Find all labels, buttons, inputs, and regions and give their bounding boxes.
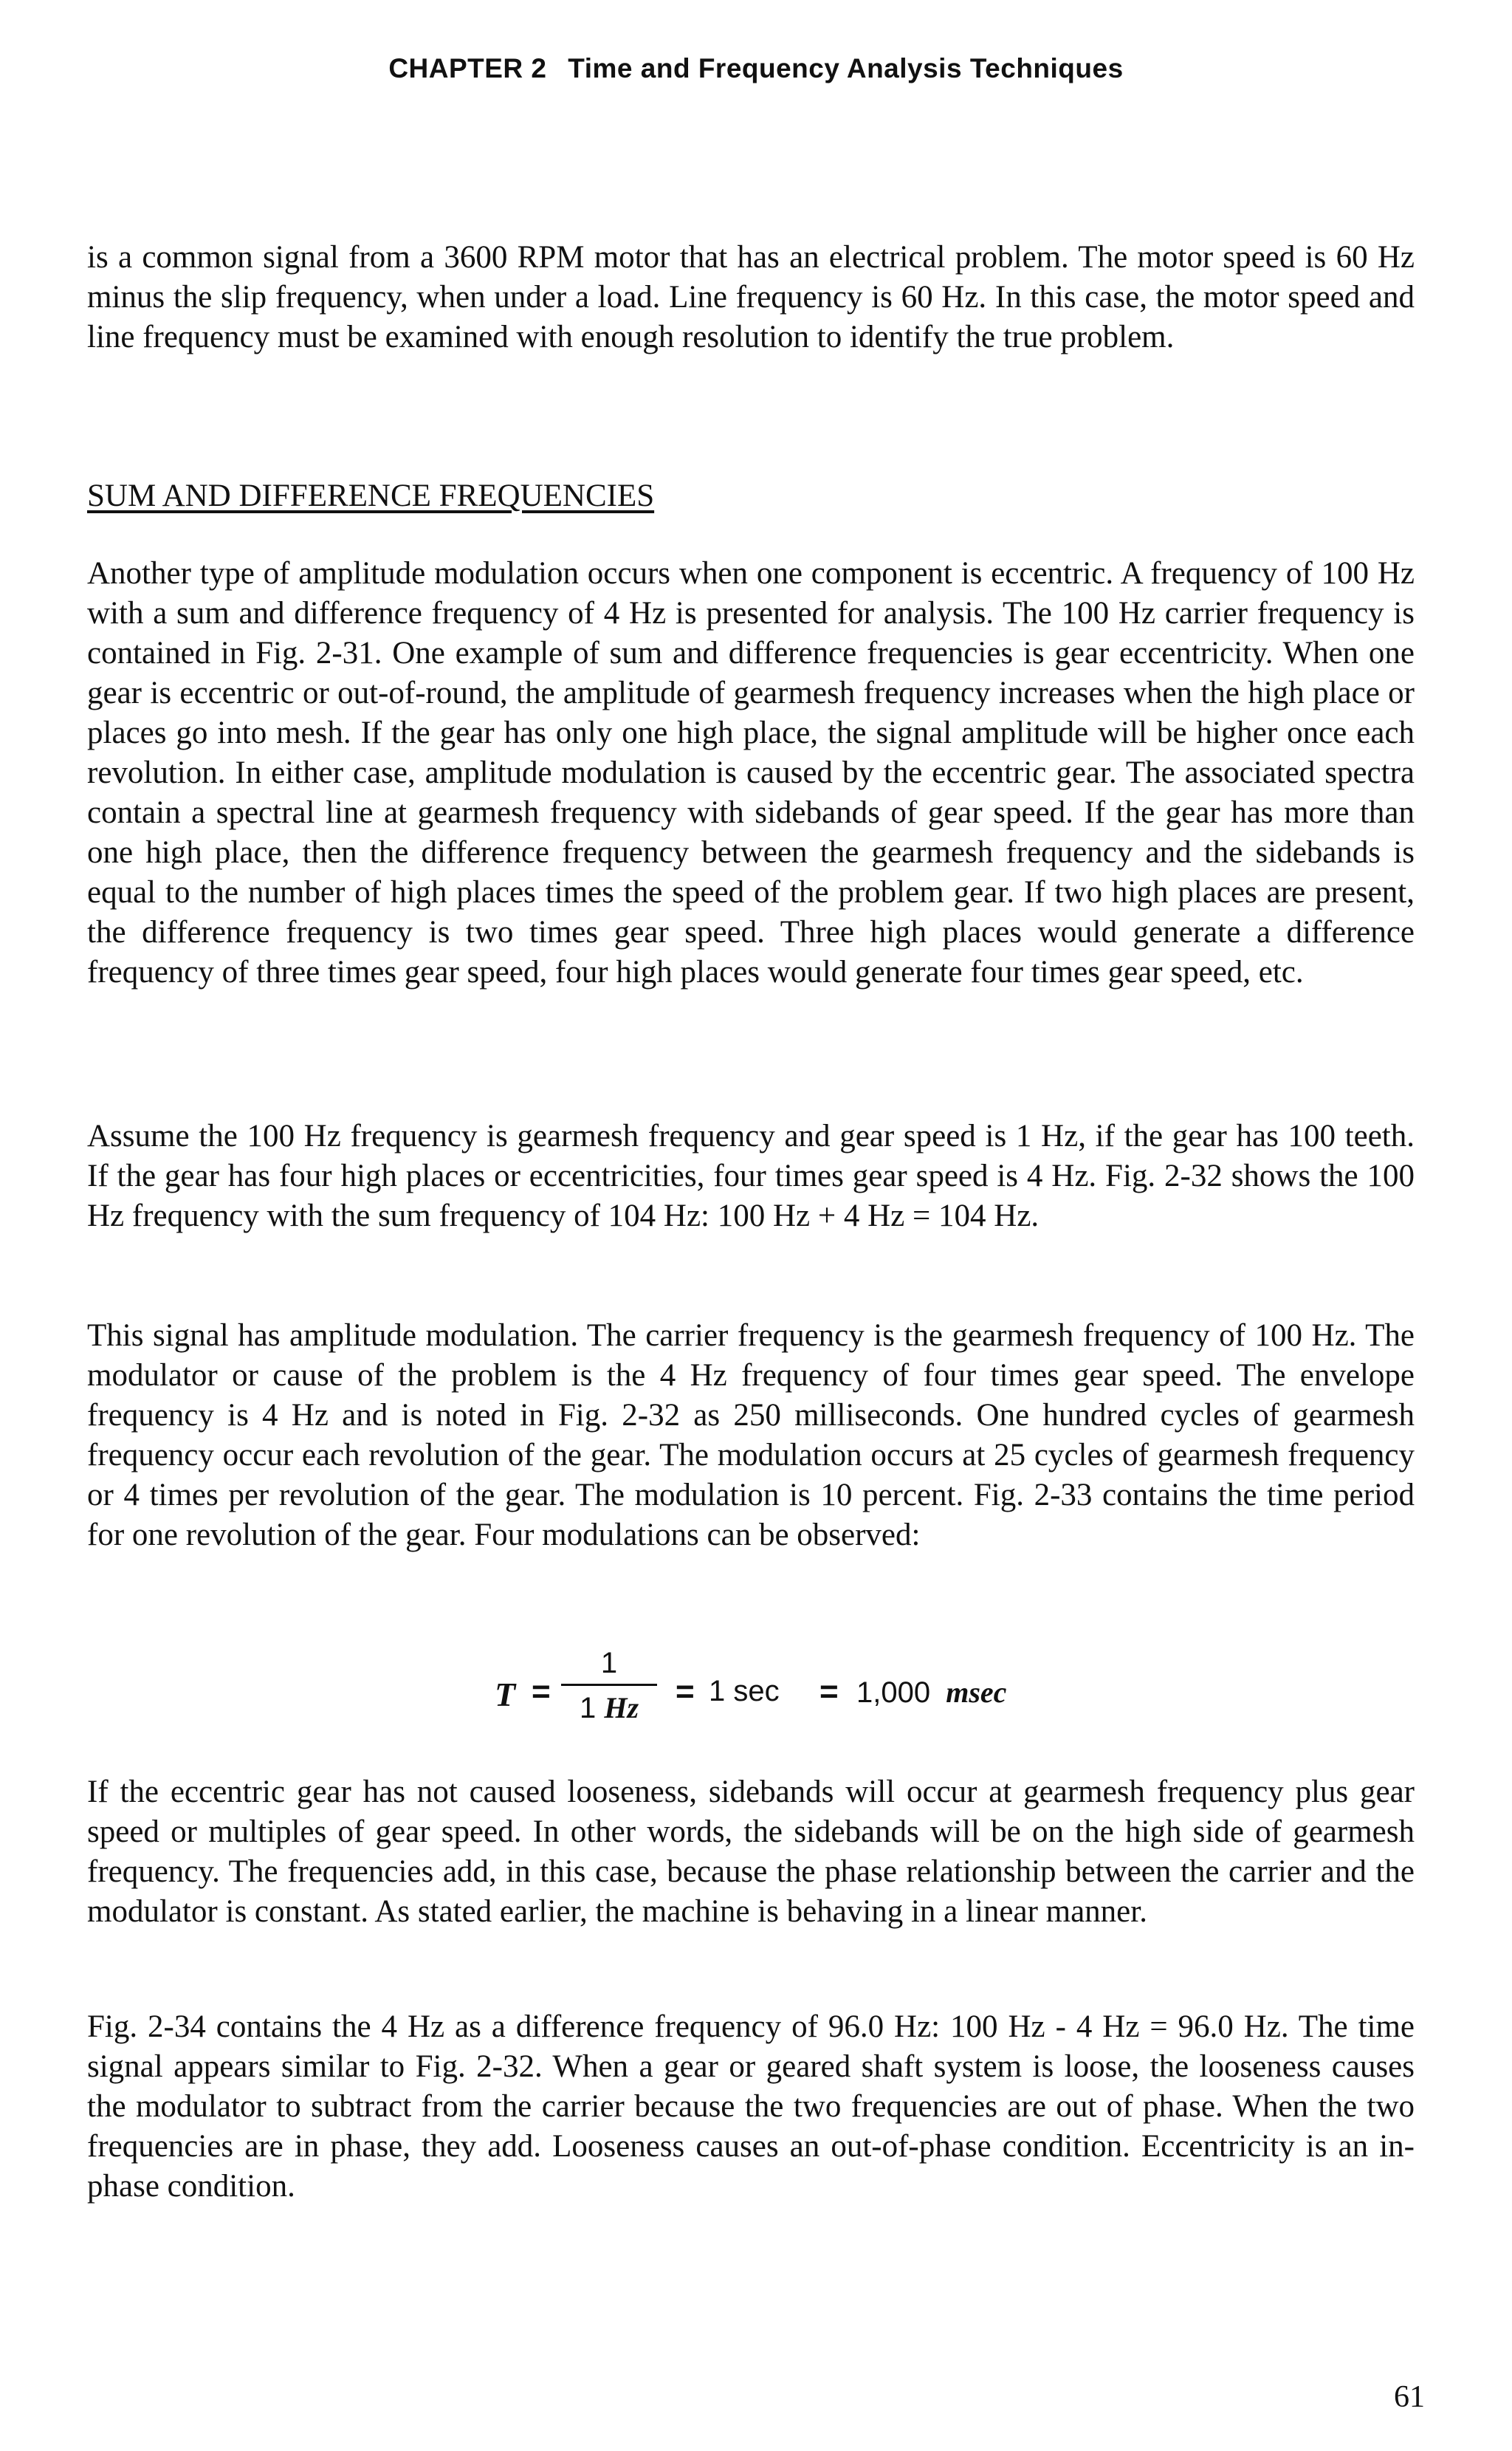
paragraph-4-text: This signal has amplitude modulation. The carrier frequency is the gearmesh frequency of 100 Hz. The modulator or cause of the problem is the 4 Hz frequency of four times gear speed. The envelope frequency is 4 Hz and is noted in Fig. 2-32 as 250 milliseconds. One hundred cycles of gearmesh frequency occur each revolution of the gear. The modulation occurs at 25 cycles of gearmesh frequency or 4 times per revolution of the gear. The modulation is 10 percent. Fig. 2-33 contains the time period for one revolution of the gear. Four modulations can be observed: [87, 1318, 1415, 1552]
equation-fraction [561, 1645, 657, 1726]
denominator-value: 1 [579, 1692, 597, 1724]
equals-sign: = [676, 1673, 695, 1710]
paragraph-6 [87, 1772, 1415, 1932]
result-value: 1,000 [856, 1676, 931, 1709]
period-equation [472, 1645, 1063, 1741]
equation-lhs: T [495, 1676, 516, 1713]
equals-sign: = [819, 1673, 839, 1710]
running-head [0, 53, 1512, 84]
fraction-numerator: 1 [600, 1647, 618, 1679]
result-unit: msec [946, 1676, 1007, 1709]
equation-result-seconds: 1 sec [709, 1675, 780, 1707]
page-number: 61 [1394, 2380, 1425, 2414]
paragraph-3 [87, 1117, 1415, 1236]
paragraph-2 [87, 554, 1415, 993]
paragraph-1-text: is a common signal from a 3600 RPM motor that has an electrical problem. The motor speed is 60 Hz minus the slip frequency, when under a load. Line frequency is 60 Hz. In this case, the motor speed and line frequency must be examined with enough resolution to identify the true problem. [87, 240, 1415, 354]
fraction-denominator [561, 1690, 657, 1726]
fraction-bar [561, 1684, 657, 1686]
paragraph-2-text: Another type of amplitude modulation occurs when one component is eccentric. A frequency of 100 Hz with a sum and difference frequency of 4 Hz is presented for analysis. The 100 Hz carrier frequency is contained in Fig. 2-31. One example of sum and difference frequencies is gear eccentricity. When one gear is eccentric or out-of-round, the amplitude of gearmesh frequency increases when the high place or places go into mesh. If the gear has only one high place, the signal amplitude will be higher once each revolution. In either case, amplitude modulation is caused by the eccentric gear. The associated spectra contain a spectral line at gearmesh frequency with sidebands of gear speed. If the gear has more than one high place, then the difference frequency between the gearmesh frequency and the sidebands is equal to the number of high places times the speed of the problem gear. If two high places are present, the difference frequency is two times gear speed. Three high places would generate a difference frequency of three times gear speed, four high places would generate four times gear speed, etc. [87, 556, 1415, 990]
paragraph-7-text: Fig. 2-34 contains the 4 Hz as a difference frequency of 96.0 Hz: 100 Hz - 4 Hz = 96.0 Hz. The time signal appears similar to Fig. 2-32. When a gear or geared shaft system is loose, the looseness causes the modulator to subtract from the carrier because the two frequencies are out of phase. When the two frequencies are in phase, they add. Looseness causes an out-of-phase condition. Eccentricity is an in-phase condition. [87, 2009, 1415, 2204]
chapter-label: CHAPTER 2 [388, 53, 547, 83]
chapter-title: Time and Frequency Analysis Techniques [568, 53, 1124, 83]
paragraph-4 [87, 1316, 1415, 1555]
paragraph-1 [87, 238, 1415, 357]
equals-sign: = [532, 1673, 551, 1710]
equation-result-msec [856, 1675, 1006, 1710]
paragraph-6-text: If the eccentric gear has not caused looseness, sidebands will occur at gearmesh frequency plus gear speed or multiples of gear speed. In other words, the sidebands will be on the high side of gearmesh frequency. The frequencies add, in this case, because the phase relationship between the carrier and the modulator is constant. As stated earlier, the machine is behaving in a linear manner. [87, 1775, 1415, 1929]
paragraph-3-text: Assume the 100 Hz frequency is gearmesh frequency and gear speed is 1 Hz, if the gear has 100 teeth. If the gear has four high places or eccentricities, four times gear speed is 4 Hz. Fig. 2-32 shows the 100 Hz frequency with the sum frequency of 104 Hz: 100 Hz + 4 Hz = 104 Hz. [87, 1119, 1415, 1233]
denominator-unit: Hz [604, 1691, 639, 1724]
section-heading: SUM AND DIFFERENCE FREQUENCIES [87, 479, 655, 513]
paragraph-7 [87, 2007, 1415, 2207]
